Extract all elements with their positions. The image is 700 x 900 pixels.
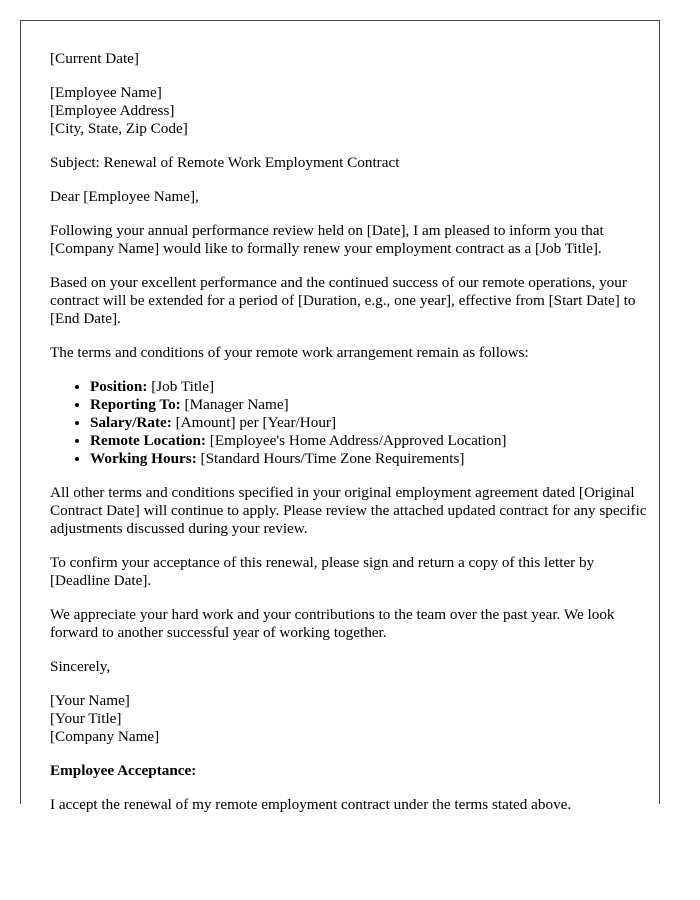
employee-acceptance-heading: Employee Acceptance: — [50, 762, 197, 779]
letter-body — [50, 50, 650, 830]
paragraph-confirm-acceptance: To confirm your acceptance of this renewal, please sign and return a copy of this letter by [Deadline Date]. — [50, 554, 595, 589]
term-item-reporting-to — [90, 396, 650, 414]
term-item-remote-location — [90, 432, 650, 450]
paragraph-extension: Based on your excellent performance and the continued success of our remote operations, your contract will be extended for a period of [Duration, e.g., one year], effective from [Start Date] to [End Date]. — [50, 274, 636, 327]
paragraph-appreciation: We appreciate your hard work and your contributions to the team over the past year. We look forward to another successful year of working together. — [50, 606, 615, 641]
term-label: Remote Location: — [90, 432, 206, 449]
sender-signature-block — [50, 692, 650, 746]
term-label: Reporting To: — [90, 396, 181, 413]
term-value: [Amount] per [Year/Hour] — [171, 414, 337, 431]
recipient-address-block — [50, 84, 650, 138]
term-value: [Standard Hours/Time Zone Requirements] — [196, 450, 465, 467]
terms-intro: The terms and conditions of your remote work arrangement remain as follows: — [50, 344, 529, 361]
term-value: [Manager Name] — [180, 396, 289, 413]
paragraph-review: Following your annual performance review held on [Date], I am pleased to inform you that [Company Name] would like to formally renew your employment contract as a [Job Title]. — [50, 222, 604, 257]
letter-page — [20, 20, 660, 813]
paragraph-other-terms: All other terms and conditions specified in your original employment agreement dated [Original Contract Date] will continue to apply. Please review the attached updated contract for any specific adjustments discussed during your review. — [50, 484, 647, 537]
term-item-working-hours — [90, 450, 650, 468]
letter-salutation: Dear [Employee Name], — [50, 188, 199, 205]
sender-name: [Your Name] — [50, 692, 130, 709]
term-item-position — [90, 378, 650, 396]
recipient-city-state-zip: [City, State, Zip Code] — [50, 120, 188, 137]
terms-list — [50, 378, 650, 468]
letter-subject: Subject: Renewal of Remote Work Employment Contract — [50, 154, 400, 171]
term-value: [Job Title] — [147, 378, 215, 395]
recipient-address: [Employee Address] — [50, 102, 175, 119]
sender-company: [Company Name] — [50, 728, 160, 745]
term-label: Position: — [90, 378, 148, 395]
employee-acceptance-text: I accept the renewal of my remote employment contract under the terms stated above. — [50, 796, 572, 813]
term-item-salary-rate — [90, 414, 650, 432]
term-label: Salary/Rate: — [90, 414, 172, 431]
letter-closing: Sincerely, — [50, 658, 111, 675]
sender-title: [Your Title] — [50, 710, 122, 727]
recipient-name: [Employee Name] — [50, 84, 162, 101]
letter-date: [Current Date] — [50, 50, 139, 67]
term-value: [Employee's Home Address/Approved Location] — [205, 432, 507, 449]
term-label: Working Hours: — [90, 450, 197, 467]
